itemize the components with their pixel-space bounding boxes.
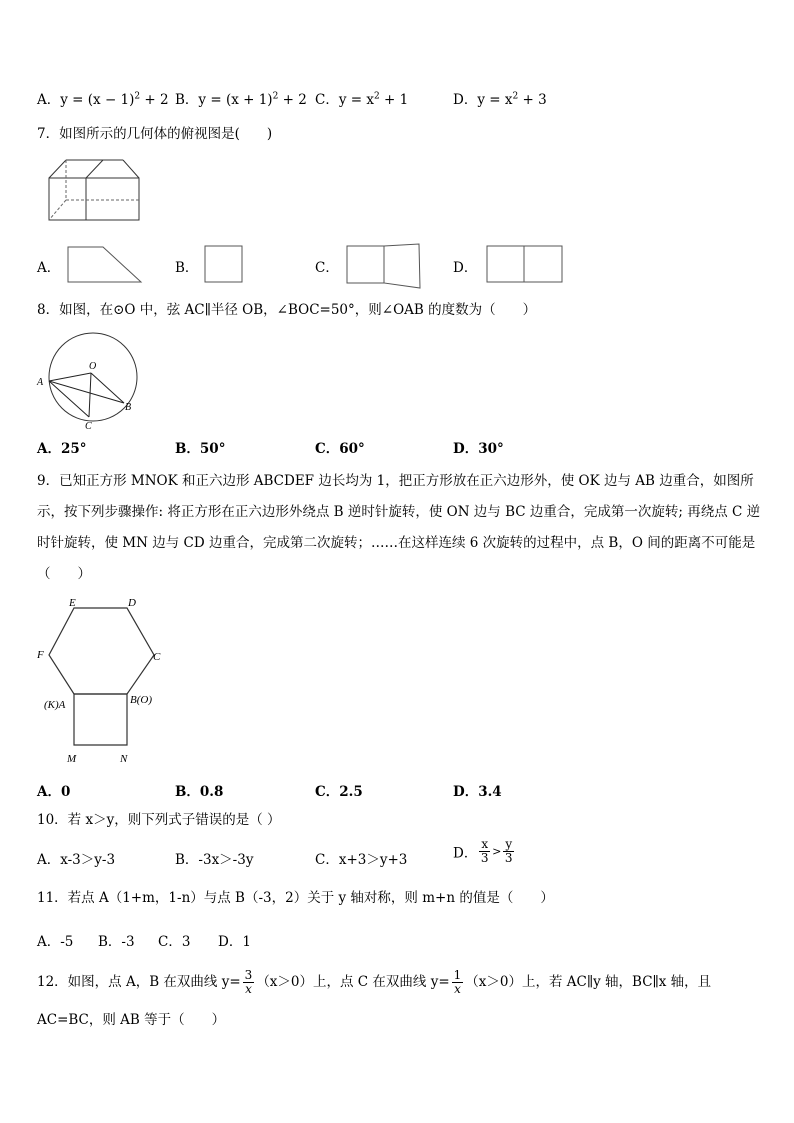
q12-text-part3: （x＞0）上，若 AC∥y 轴，BC∥x 轴，且 xyxy=(465,974,712,990)
q9-option-d[interactable]: D．3.4 xyxy=(453,784,502,800)
q7-option-b-label[interactable]: B． xyxy=(175,260,199,276)
q6-option-b[interactable] xyxy=(175,88,307,108)
point-ka-label: (K)A xyxy=(44,699,66,711)
q7-option-d-figure xyxy=(486,245,564,283)
q11-option-a[interactable]: A．-5 xyxy=(37,934,74,950)
exponent: 2 xyxy=(373,91,380,102)
fraction-x-over-3 xyxy=(479,838,490,865)
point-n-label: N xyxy=(120,753,128,765)
option-label: A． xyxy=(37,92,61,108)
point-m-label: M xyxy=(67,753,77,765)
exponent: 2 xyxy=(272,91,279,102)
fraction-3-over-x xyxy=(243,969,255,996)
q8-option-c[interactable]: C．60° xyxy=(315,441,365,457)
q7-solid-figure xyxy=(46,158,146,224)
q12-stem-line2: AC=BC，则 AB 等于（ ） xyxy=(37,1012,226,1028)
q11-stem: 11．若点 A（1+m，1-n）与点 B（-3，2）关于 y 轴对称，则 m+n 的值是（ ） xyxy=(37,890,554,906)
q10-option-c[interactable]: C．x+3＞y+3 xyxy=(315,852,408,868)
numerator: x xyxy=(481,837,489,851)
q7-option-c-figure xyxy=(346,243,422,289)
q10-option-b[interactable]: B．-3x＞-3y xyxy=(175,852,254,868)
option-expr: y = x xyxy=(477,92,513,108)
q12-stem-line1 xyxy=(37,962,711,1002)
point-b-label: B xyxy=(125,402,132,413)
exponent: 2 xyxy=(134,91,141,102)
q8-circle-figure xyxy=(36,331,146,431)
q12-text-part1: 12．如图，点 A，B 在双曲线 y= xyxy=(37,974,241,990)
q7-option-b-figure xyxy=(204,245,244,283)
q11-option-b[interactable]: B．-3 xyxy=(98,934,135,950)
q7-option-d-label[interactable]: D． xyxy=(453,260,478,276)
point-e-label: E xyxy=(69,597,76,609)
option-label: D． xyxy=(453,92,478,108)
option-tail: + 1 xyxy=(379,92,409,108)
point-d-label: D xyxy=(128,597,136,609)
q8-option-b[interactable]: B．50° xyxy=(175,441,226,457)
fraction-y-over-3 xyxy=(503,838,514,865)
q7-option-c-label[interactable]: C． xyxy=(315,260,339,276)
point-o-label: O xyxy=(89,361,97,372)
option-label: D． xyxy=(453,845,478,862)
q6-option-d[interactable] xyxy=(453,88,547,108)
option-expr: y = (x − 1) xyxy=(60,92,135,108)
denominator: x xyxy=(454,982,461,996)
option-label: B． xyxy=(175,92,199,108)
denominator: 3 xyxy=(480,851,489,865)
point-a-label: A xyxy=(37,377,44,388)
option-label: C． xyxy=(315,92,339,108)
option-tail: + 3 xyxy=(518,92,547,108)
option-tail: + 2 xyxy=(278,92,307,108)
q8-stem: 8．如图，在⊙O 中，弦 AC∥半径 OB，∠BOC=50°，则∠OAB 的度数为（ ） xyxy=(37,302,537,318)
q10-option-d[interactable] xyxy=(453,838,516,865)
q7-option-a-figure xyxy=(67,246,143,284)
option-expr: y = x xyxy=(338,92,374,108)
q9-option-c[interactable]: C．2.5 xyxy=(315,784,363,800)
q11-option-d[interactable]: D．1 xyxy=(218,934,251,950)
point-f-label: F xyxy=(37,649,44,661)
denominator: x xyxy=(245,982,252,996)
q8-option-a[interactable]: A．25° xyxy=(37,441,87,457)
numerator: y xyxy=(505,837,513,851)
q9-option-b[interactable]: B．0.8 xyxy=(175,784,224,800)
q9-stem: 9．已知正方形 MNOK 和正六边形 ABCDEF 边长均为 1，把正方形放在正六边形外，使 OK 边与 AB 边重合，如图所示，按下列步骤操作: 将正方形在正六边形外绕点 B 逆时针旋转，使 ON 边与 BC 边重合，完成第一次旋转; 再绕点 C 逆时针旋转，使 MN 边与 CD 边重合，完成第二次旋转；……在这样连续 6 次旋转的过程中，点 B，O 间的距离不可能是（ ） xyxy=(37,473,761,582)
numerator: 1 xyxy=(453,968,462,982)
q12-text-part2: （x＞0）上，点 C 在双曲线 y= xyxy=(256,974,450,990)
point-c-label: C xyxy=(85,421,92,432)
point-c-label: C xyxy=(153,651,161,663)
q7-stem: 7．如图所示的几何体的俯视图是( ) xyxy=(37,126,273,142)
q9-option-a[interactable]: A．0 xyxy=(37,784,71,800)
q10-stem: 10．若 x＞y，则下列式子错误的是（ ） xyxy=(37,812,281,828)
q7-option-a-label[interactable]: A． xyxy=(37,260,61,276)
q11-option-c[interactable]: C．3 xyxy=(158,934,191,950)
exponent: 2 xyxy=(512,91,519,102)
numerator: 3 xyxy=(244,968,253,982)
comparison-operator: > xyxy=(492,845,502,858)
q8-option-d[interactable]: D．30° xyxy=(453,441,504,457)
denominator: 3 xyxy=(504,851,513,865)
point-bo-label: B(O) xyxy=(130,694,152,706)
fraction-1-over-x xyxy=(452,969,464,996)
option-expr: y = (x + 1) xyxy=(198,92,273,108)
q6-option-a[interactable] xyxy=(37,88,169,108)
option-tail: + 2 xyxy=(140,92,169,108)
q6-option-c[interactable] xyxy=(315,88,408,108)
q9-hexagon-square-figure xyxy=(36,594,166,769)
q10-option-a[interactable]: A．x-3＞y-3 xyxy=(37,852,116,868)
